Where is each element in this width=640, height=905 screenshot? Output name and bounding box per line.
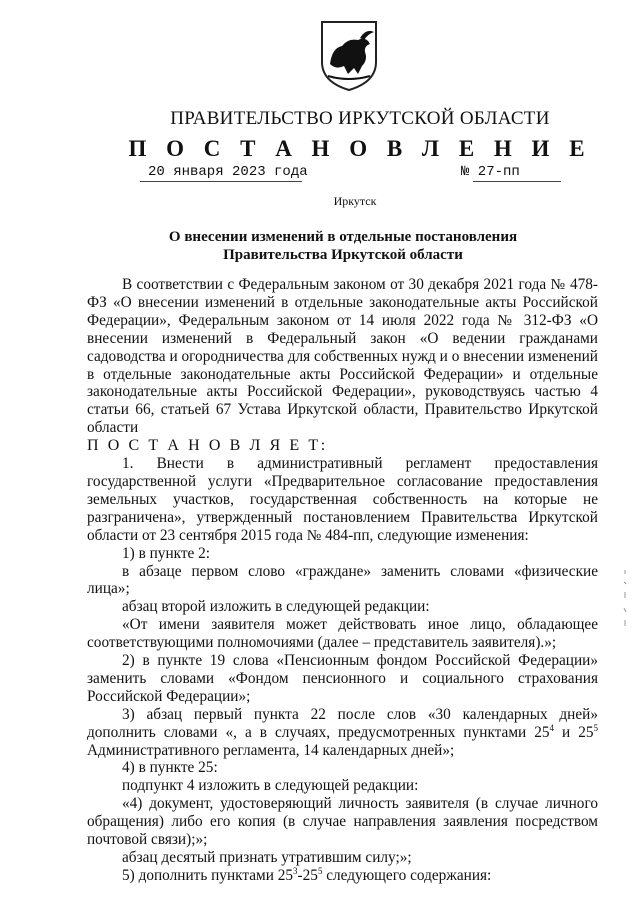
p5-dash: -25 (297, 866, 318, 884)
document-type: П О С Т А Н О В Л Е Н И Е (128, 136, 592, 161)
p5-end: следующего содержания: (322, 866, 492, 884)
p5-start: 5) дополнить пунктами 25 (122, 866, 294, 884)
p25-line-b: абзац десятый признать утратившим силу;»; (122, 849, 412, 866)
document-body (87, 276, 598, 885)
decree-word: П О С Т А Н О В Л Я Е Т: (87, 437, 328, 455)
preamble-paragraph: В соответствии с Федеральным законом от 30 декабря 2021 года № 478-ФЗ «О внесении изменений в отдельные законодательные акты Российской Федерации», Федеральным законом от 14 июля 2022 года № 312-ФЗ «О внесении изменений в Федеральный закон «О ведении гражданами садоводства и огородничества для собственных нужд и о внесении изменений в отдельные законодательные акты Российской Федерации» и отдельные законодательные акты Российской Федерации», руководствуясь частью 4 статьи 66, статьей 67 Устава Иркутской области, Правительство Иркутской области (87, 276, 598, 437)
p5-sup-2: 5 (317, 865, 323, 876)
document-title (88, 228, 598, 264)
document-date: 20 января 2023 года (148, 164, 308, 180)
p5-paragraph (87, 867, 598, 885)
irkutsk-coat-of-arms-icon (318, 18, 380, 92)
organization-name: ПРАВИТЕЛЬСТВО ИРКУТСКОЙ ОБЛАСТИ (170, 108, 550, 129)
p22-mid: и 25 (554, 723, 594, 741)
p19-paragraph: 2) в пункте 19 слова «Пенсионным фондом Российской Федерации» заменить словами «Фондом пенсионного и социального страхования Российской Федерации»; (87, 652, 598, 705)
document-number: № 27-пп (461, 164, 520, 180)
p2-quote: «От имени заявителя может действовать иное лицо, обладающее соответствующими полномочиями (далее – представитель заявителя).»; (87, 616, 598, 652)
item-1-paragraph: 1. Внести в административный регламент предоставления государственной услуги «Предварительное согласование предоставления земельных участков, государственная собственность на которые не разграничена», утвержденный постановлением Правительства Иркутской области от 23 сентября 2015 года № 484-пп, следующие изменения: (87, 455, 598, 544)
title-line-1: О внесении изменений в отдельные постановления (168, 229, 518, 245)
scan-margin-mark (622, 568, 628, 628)
p2-line-b: абзац второй изложить в следующей редакции: (122, 598, 430, 616)
p22-end: Административного регламента, 14 календарных дней»; (87, 741, 455, 759)
p22-paragraph (87, 706, 598, 760)
city-name: Иркутск (333, 194, 377, 208)
p2-heading: 1) в пункте 2: (122, 544, 211, 562)
p5-sup-1: 3 (293, 865, 298, 876)
p22-sup-1: 4 (549, 722, 554, 733)
p25-line-a: подпункт 4 изложить в следующей редакции: (122, 777, 419, 795)
date-underline (140, 181, 302, 182)
p25-heading: 4) в пункте 25: (122, 759, 218, 777)
title-line-2: Правительства Иркутской области (223, 247, 463, 263)
p22-sup-2: 5 (593, 722, 598, 733)
p2-line-a: в абзаце первом слово «граждане» заменить словами «физические лица»; (87, 562, 598, 598)
p25-quote: «4) документ, удостоверяющий личность заявителя (в случае личного обращения) либо его копия (в случае направления заявления посредством почтовой связи);»; (87, 795, 598, 849)
p22-start: 3) абзац первый пункта 22 после слов «30 календарных дней» дополнить словами «, а в случаях, предусмотренных пунктами 25 (87, 705, 598, 741)
number-underline (473, 181, 561, 182)
